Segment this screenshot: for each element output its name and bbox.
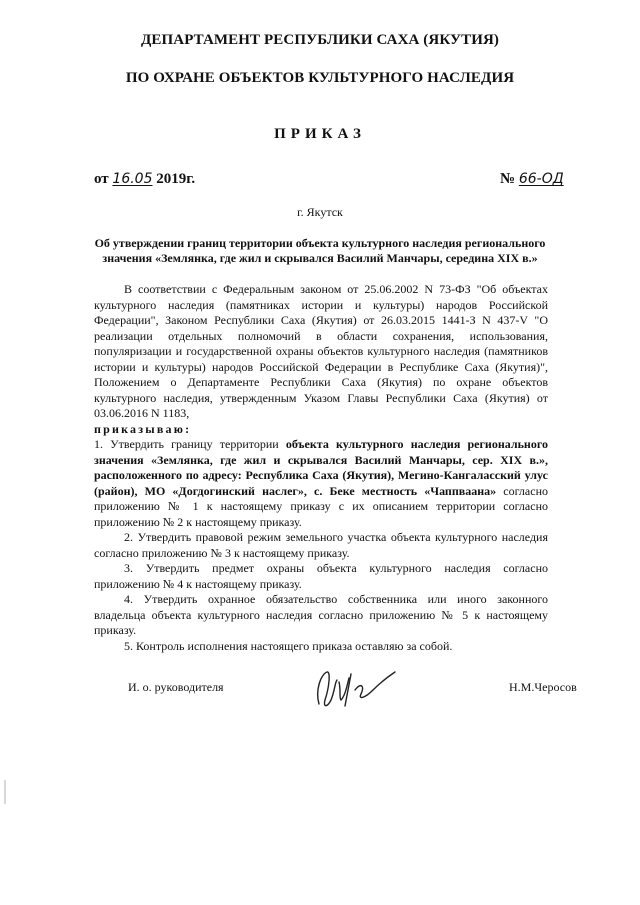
order-date bbox=[94, 171, 195, 188]
item-1-start: 1. Утвердить границу территории bbox=[94, 437, 286, 451]
item-1-object: объекта культурного наследия регионального значения «Землянка, где жил и скрывался Василий Манчары, сер. XIX в.», расположенного по адресу: Республика Саха (Якутия), Мегино-Кангаласский улус (район), МО «Догдогинский наслег», с. Беке местность «Чаппваана» bbox=[94, 437, 548, 498]
handwritten-signature bbox=[305, 660, 401, 716]
order-word: приказываю: bbox=[94, 421, 192, 436]
item-1-end: согласно приложению № 1 к настоящему приказу с их описанием территории согласно приложению № 2 к настоящему приказу. bbox=[94, 483, 548, 529]
department-name-line1: ДЕПАРТАМЕНТ РЕСПУБЛИКИ САХА (ЯКУТИЯ) bbox=[140, 32, 500, 48]
preamble: В соответствии с Федеральным законом от 25.06.2002 N 73-ФЗ "Об объектах культурного наследия (памятниках истории и культуры) народов Российской Федерации", Законом Республики Саха (Якутия) от 26.03.2015 1441-З N 437-V "О реализации отдельных полномочий в области сохранения, использования, популяризации и государственной охраны объектов культурного наследия (памятников истории и культуры) народов Российской Федерации в Республике Саха (Якутия)", Положением о Департаменте Республики Саха (Якутия) по охране объектов культурного наследия, утвержденным Указом Главы Республики Саха (Якутия) от 03.06.2016 N 1183, bbox=[94, 282, 548, 420]
number-handwritten: 66-ОД bbox=[518, 171, 564, 187]
item-2: 2. Утвердить правовой режим земельного участка объекта культурного наследия согласно приложению № 3 к настоящему приказу. bbox=[94, 530, 548, 560]
document-type: ПРИКАЗ bbox=[274, 126, 366, 142]
date-year: 2019г. bbox=[156, 171, 196, 187]
item-1 bbox=[94, 437, 548, 530]
number-prefix: № bbox=[500, 171, 516, 187]
signatory-position: И. о. руководителя bbox=[128, 680, 224, 694]
signatory-name: Н.М.Черосов bbox=[509, 680, 577, 694]
department-name-line2: ПО ОХРАНЕ ОБЪЕКТОВ КУЛЬТУРНОГО НАСЛЕДИЯ bbox=[125, 70, 515, 86]
date-handwritten: 16.05 bbox=[112, 171, 153, 187]
order-body bbox=[94, 282, 548, 654]
date-prefix: от bbox=[94, 171, 109, 187]
item-4: 4. Утвердить охранное обязательство собственника или иного законного владельца объекта культурного наследия согласно приложению № 5 к настоящему приказу. bbox=[94, 592, 548, 637]
item-3: 3. Утвердить предмет охраны объекта культурного наследия согласно приложению № 4 к настоящему приказу. bbox=[94, 561, 548, 591]
item-5: 5. Контроль исполнения настоящего приказа оставляю за собой. bbox=[124, 638, 453, 653]
order-title: Об утверждении границ территории объекта культурного наследия регионального значения «Землянка, где жил и скрывался Василий Манчары, середина XIX в.» bbox=[94, 236, 546, 265]
city: г. Якутск bbox=[297, 205, 343, 219]
order-number bbox=[500, 171, 564, 188]
scan-margin-mark bbox=[4, 780, 6, 804]
